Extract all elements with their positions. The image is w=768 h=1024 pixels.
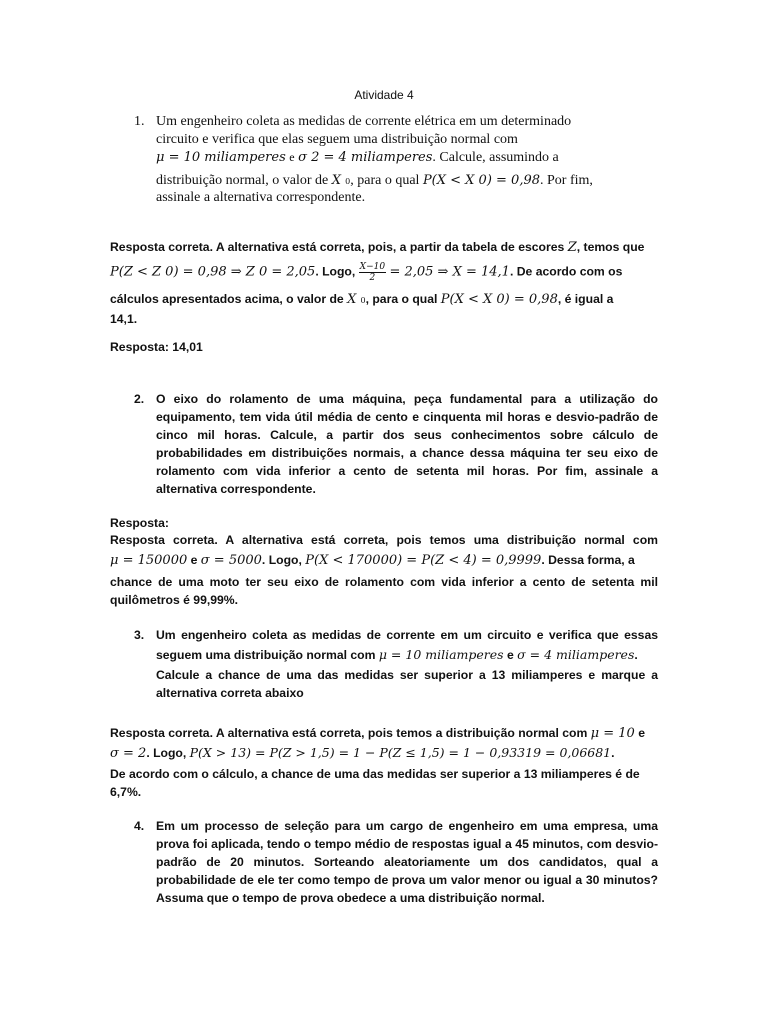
sigma-expression: σ = 5000 [200,553,262,568]
question-1-line [156,173,593,190]
question-1-line: assinale a alternativa correspondente. [156,190,366,205]
mu-expression: μ = 150000 [110,553,188,568]
sigma-expression: σ 2 = 4 miliamperes [298,150,433,165]
line-text: Resposta correta. A alternativa está correta, pois temos a distribuição normal com [110,726,588,740]
question-2-line: probabilidades em distribuições normais, a chance dessa máquina ter seu eixo de [156,446,658,460]
question-2-line: equipamento, tem vida útil média de cento e cinquenta mil horas e desvio-padrão de [156,410,658,424]
probability-expression: P(X < X 0) = 0,98 [422,173,541,188]
question-4-line: Assuma que o tempo de prova obedece a uma distribuição normal. [156,891,545,905]
line-tail: . Calcule, assumindo a [432,150,559,165]
logo-text: . Logo, [261,553,302,567]
question-4-line: Em um processo de seleção para um cargo de engenheiro em uma empresa, uma [156,819,658,833]
mu-expression: μ = 10 miliamperes [378,647,504,662]
page-title: Atividade 4 [354,88,414,102]
logo-text: . Logo, [146,746,187,760]
z-symbol: Z [567,240,577,255]
conjunction: e [506,648,514,662]
answer-2-line: quilômetros é 99,99%. [110,593,239,607]
answer-3-line: De acordo com o cálculo, a chance de uma das medidas ser superior a 13 miliamperes é de [110,767,640,781]
answer-2-line [110,551,635,570]
probability-expression: P(X < 170000) = P(Z < 4) = 0,9999 [305,553,542,568]
answer-3-line [110,724,645,743]
conjunction: e [638,726,645,740]
sigma-expression: σ = 4 miliamperes [517,647,635,662]
answer-1-line [110,290,613,310]
line-text: distribuição normal, o valor de [156,173,329,188]
question-3-line: Calcule a chance de uma das medidas ser superior a 13 miliamperes e marque a [156,668,658,682]
probability-expression: P(X > 13) = P(Z > 1,5) = 1 − P(Z ≤ 1,5) = 1 − 0,93319 = 0,06681 [189,745,612,760]
mu-expression: μ = 10 miliamperes [156,150,286,165]
line-tail: . [634,648,638,662]
question-1-line [156,149,559,166]
line-tail: . [611,746,615,760]
line-text: , para o qual [350,173,420,188]
question-4-line: probabilidade de ele ter como tempo de prova um valor menor ou igual a 30 minutos? [156,873,658,887]
line-tail: , é igual a [557,292,614,306]
line-text: , para o qual [365,292,438,306]
line-tail: . Por fim, [540,173,593,188]
question-3-line: Um engenheiro coleta as medidas de corrente em um circuito e verifica que essas [156,628,658,642]
question-4-number: 4. [134,819,145,833]
question-3-line: alternativa correta abaixo [156,686,304,700]
question-2-line: rolamento com vida inferior a cento de setenta mil horas. Por fim, assinale a [156,464,658,478]
answer-1-line [110,238,644,257]
answer-1-final: Resposta: 14,01 [110,340,203,354]
answer-3-line: 6,7%. [110,785,142,799]
question-3-number: 3. [134,628,145,642]
question-2-line: O eixo do rolamento de uma máquina, peça fundamental para a utilização do [156,392,658,406]
question-1-line: circuito e verifica que elas seguem uma distribuição normal com [156,132,518,147]
question-2-line: alternativa correspondente. [156,482,316,496]
answer-1-line: 14,1. [110,312,138,326]
x0-symbol: X 0 [347,292,366,307]
sigma-expression: σ = 2 [110,746,147,761]
question-1-line: Um engenheiro coleta as medidas de corrente elétrica em um determinado [156,114,572,129]
answer-3-line [110,744,615,763]
line-tail: , temos que [576,240,645,254]
x-expression: = 2,05 ⇒ X = 14,1 [389,264,510,280]
answer-2-line: Resposta correta. A alternativa está correta, pois temos uma distribuição normal com [110,533,658,547]
question-2-line: cinco mil horas. Calcule, a partir dos seus conhecimentos sobre cálculo de [156,428,658,442]
probability-expression: P(X < X 0) = 0,98 [440,292,558,307]
question-4-line: padrão de 20 minutos. Sorteando aleatoriamente um dos candidatos, qual a [156,855,658,869]
fraction: $\frac{X-10}{2}$ [359,262,386,283]
line-text: Resposta correta. A alternativa está correta, pois, a partir da tabela de escores [110,240,565,254]
answer-2-line: chance de uma moto ter seu eixo de rolamento com vida inferior a cento de setenta mil [110,575,658,589]
question-3-line [156,646,638,664]
line-tail: . De acordo com os [509,264,623,279]
line-text: seguem uma distribuição normal com [156,648,376,662]
logo-text: . Logo, [315,264,356,279]
mu-expression: μ = 10 [590,726,635,741]
conjunction: e [190,553,198,567]
question-2-number: 2. [134,392,145,406]
answer-2-header: Resposta: [110,516,169,530]
line-text: cálculos apresentados acima, o valor de [110,292,344,306]
answer-1-line [110,262,622,283]
x0-symbol: X 0 [331,173,351,188]
line-tail: . Dessa forma, a [541,553,635,567]
z-expression: P(Z < Z 0) = 0,98 ⇒ Z 0 = 2,05 [110,264,316,280]
question-1-number: 1. [134,114,145,129]
conjunction: e [289,150,295,164]
question-4-line: prova foi aplicada, tendo o tempo médio de respostas igual a 45 minutos, com desvio- [156,837,658,851]
